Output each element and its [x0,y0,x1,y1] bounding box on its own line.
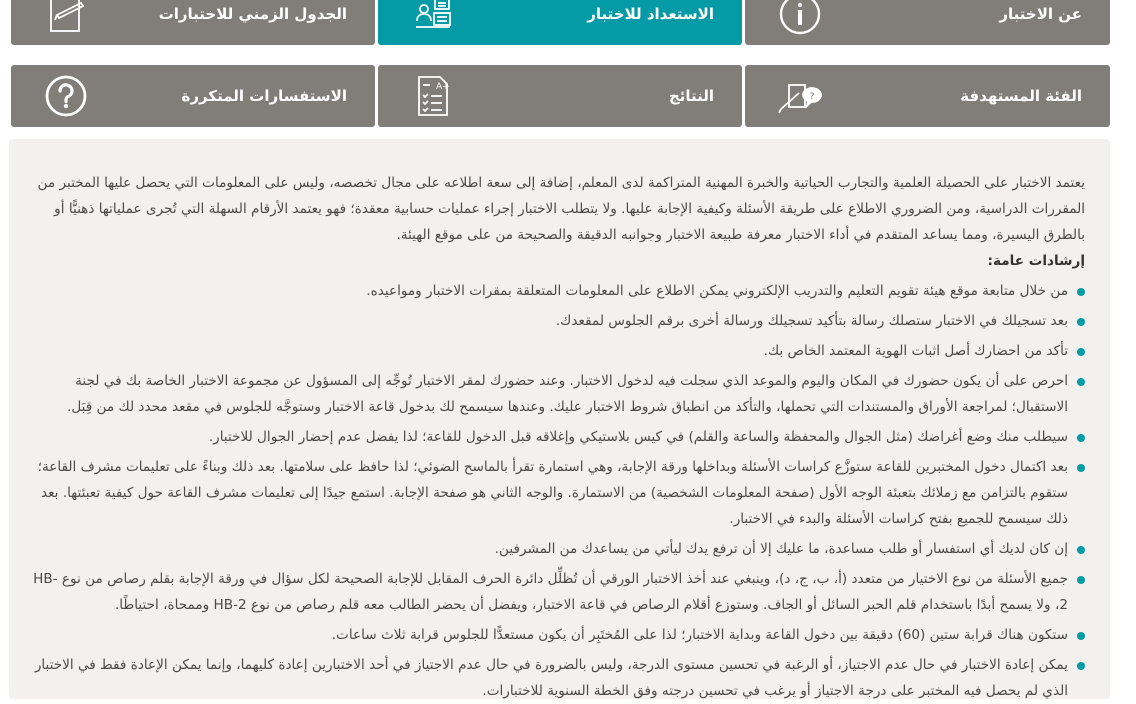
tab-about-test[interactable] [745,0,1110,45]
bullet-icon [1077,662,1085,670]
tab-faq[interactable] [11,65,375,127]
tab-label: عن الاختبار [999,5,1082,23]
bullet-icon [1077,378,1085,386]
target-group-icon [777,73,823,119]
list-item: تأكد من احضارك أصل اثبات الهوية المعتمد الخاص بك. [31,338,1085,364]
list-item: سيطلب منك وضع أغراضك (مثل الجوال والمحفظة والساعة والقلم) في كيس بلاستيكي وإغلاقه قبل الدخول للقاعة؛ لذا يفضل عدم إحضار الجوال للاختبار. [31,424,1085,450]
preparation-content-panel [9,139,1110,699]
bullet-icon [1077,288,1085,296]
tab-label: الجدول الزمني للاختبارات [158,5,347,23]
tab-target-group[interactable] [745,65,1110,127]
guidelines-title: إرشادات عامة: [987,253,1085,269]
info-icon [777,0,823,37]
tab-test-preparation[interactable] [378,0,742,45]
bullet-icon [1077,434,1085,442]
list-item: يمكن إعادة الاختبار في حال عدم الاجتياز، أو الرغبة في تحسين مستوى الدرجة، وليس بالضرورة في حال عدم الاجتياز في أحد الاختبارين إعادة كليهما، وإنما يمكن الإعادة فقط في الاختبار الذي لم يحصل فيه المختبر على درجة الاجتياز أو يرغب في تحسين درجته وفق الخطة السنوية للاختبارات. [31,652,1085,704]
tab-results[interactable] [378,65,742,127]
guidelines-list [31,278,1085,704]
bullet-icon [1077,576,1085,584]
bullet-icon [1077,318,1085,326]
list-item: بعد تسجيلك في الاختبار ستصلك رسالة بتأكيد تسجيلك ورسالة أخرى برقم الجلوس لمقعدك. [31,308,1085,334]
results-icon [410,73,456,119]
list-item: احرص على أن يكون حضورك في المكان واليوم والموعد الذي سجلت فيه لدخول الاختبار. وعند حضورك لمقر الاختبار تُوجِّه إلى المسؤول عن مجموعة الاختبار الخاصة بك في لجنة الاستقبال؛ لمراجعة الأوراق والمستندات التي تحملها، والتأكد من انطباق شروط الاختبار عليك. وعندها سيسمح لك بدخول قاعة الاختبار وستوجَّه للجلوس في مقعد محدد لك من قِبَل. [31,368,1085,420]
tab-label: الفئة المستهدفة [960,87,1082,105]
list-item: من خلال متابعة موقع هيئة تقويم التعليم والتدريب الإلكتروني يمكن الاطلاع على المعلومات المتعلقة بمقرات الاختبار ومواعيده. [31,278,1085,304]
list-item: إن كان لديك أي استفسار أو طلب مساعدة، ما عليك إلا أن ترفع يدك ليأتي من يساعدك من المشرفين. [31,536,1085,562]
list-item: ستكون هناك قرابة ستين (60) دقيقة بين دخول القاعة وبداية الاختبار؛ لذا على المُختَبِر أن يكون مستعدًّا للجلوس قرابة ثلاث ساعات. [31,622,1085,648]
bullet-icon [1077,348,1085,356]
svg-text:?: ? [809,92,815,102]
bullet-icon [1077,464,1085,472]
bullet-icon [1077,546,1085,554]
intro-paragraph: يعتمد الاختبار على الحصيلة العلمية والتجارب الحياتية والخبرة المهنية المتراكمة لدى المعلم، إضافة إلى سعة اطلاعه على مجال تخصصه، وليس على المعلومات التي يحصل عليها المختبر من المقررات الدراسية، ومن الضروري الاطلاع على طريقة الأسئلة وكيفية الإجابة عليها. ولا يتطلب الاختبار إجراء عمليات حسابية معقدة؛ فهو يعتمد الأرقام السهلة التي تُجرى عملياتها ذهنيًّا أو بالطرق اليسيرة، ومما يساعد المتقدم في أداء الاختبار معرفة طبيعة الاختبار وجوانبه الدقيقة والصحيحة من على موقع الهيئة. [37,175,1085,243]
tab-label: الاستعداد للاختبار [587,5,714,23]
schedule-icon [43,0,89,37]
tab-label: النتائج [668,87,714,105]
tab-test-schedule[interactable] [11,0,375,45]
svg-text:A+: A+ [436,82,450,92]
list-item: جميع الأسئلة من نوع الاختيار من متعدد (أ، ب، ج، د)، وينبغي عند أخذ الاختبار الورقي أن تُظلِّل دائرة الحرف المقابل للإجابة الصحيحة لكل سؤال في ورقة الإجابة بقلم رصاص من نوع HB-2، ولا يسمح أبدًا باستخدام قلم الحبر السائل أو الجاف. وستوزع أقلام الرصاص في قاعة الاختبار، ويفضل أن يحضر الطالب معه قلم رصاص من نوع HB-2 وممحاة، احتياطًا. [31,566,1085,618]
list-item: بعد اكتمال دخول المختبرين للقاعة ستوزَّع كراسات الأسئلة وبداخلها ورقة الإجابة، وهي استمارة تقرأ بالماسح الضوئي؛ لذا حافظ على سلامتها. بعد ذلك وبناءً على تعليمات مشرف القاعة؛ ستقوم بالتزامن مع زملائك بتعبئة الوجه الأول (صفحة المعلومات الشخصية) من الاستمارة. والوجه الثاني هو صفحة الإجابة. استمع جيدًا إلى تعليمات مشرف القاعة حول كيفية تعبئتها. بعد ذلك سيسمح للجميع بفتح كراسات الأسئلة والبدء في الاختبار. [31,454,1085,532]
preparation-icon [410,0,456,37]
tab-label: الاستفسارات المتكررة [181,87,347,105]
faq-icon [43,73,89,119]
bullet-icon [1077,632,1085,640]
